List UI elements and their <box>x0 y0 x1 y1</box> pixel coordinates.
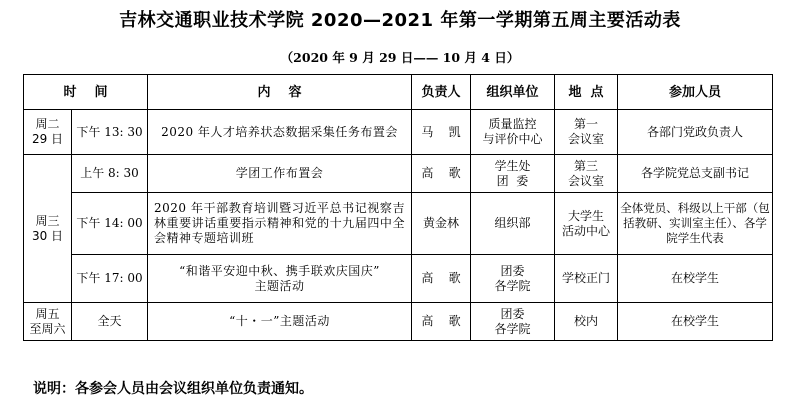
org-cell: 团委 各学院 <box>471 255 555 303</box>
header-place: 地 点 <box>555 75 618 110</box>
owner-cell: 高 歌 <box>412 303 471 341</box>
table-row <box>24 155 773 193</box>
place-cell: 学校正门 <box>555 255 618 303</box>
content-cell: 2020 年人才培养状态数据采集任务布置会 <box>148 110 412 155</box>
table-row <box>24 255 773 303</box>
place-cell: 大学生 活动中心 <box>555 193 618 255</box>
org-cell: 学生处 团 委 <box>471 155 555 193</box>
page-title: 吉林交通职业技术学院 2020—2021 年第一学期第五周主要活动表 <box>119 10 681 31</box>
activity-table <box>23 74 773 341</box>
owner-cell: 高 歌 <box>412 255 471 303</box>
participants-cell: 各部门党政负责人 <box>618 110 773 155</box>
table-row <box>24 110 773 155</box>
table-row <box>24 303 773 341</box>
time-cell: 下午 14: 00 <box>72 193 148 255</box>
table-row <box>24 193 773 255</box>
owner-cell: 马 凯 <box>412 110 471 155</box>
org-cell: 组织部 <box>471 193 555 255</box>
participants-cell: 全体党员、科级以上干部（包括教研、实训室主任）、各学院学生代表 <box>618 193 773 255</box>
org-cell: 团委 各学院 <box>471 303 555 341</box>
participants-cell: 在校学生 <box>618 255 773 303</box>
footnote: 说明：各参会人员由会议组织单位负责通知。 <box>33 381 313 397</box>
participants-cell: 各学院党总支副书记 <box>618 155 773 193</box>
table-header-row <box>24 75 773 110</box>
place-cell: 第一 会议室 <box>555 110 618 155</box>
content-cell: 学团工作布置会 <box>148 155 412 193</box>
header-content: 内 容 <box>148 75 412 110</box>
owner-cell: 黄金林 <box>412 193 471 255</box>
time-cell: 下午 13: 30 <box>72 110 148 155</box>
header-participants: 参加人员 <box>618 75 773 110</box>
time-cell: 全天 <box>72 303 148 341</box>
header-owner: 负责人 <box>412 75 471 110</box>
place-cell: 第三 会议室 <box>555 155 618 193</box>
header-time: 时 间 <box>24 75 148 110</box>
day-cell: 周五 至周六 <box>24 303 72 341</box>
participants-cell: 在校学生 <box>618 303 773 341</box>
header-org: 组织单位 <box>471 75 555 110</box>
content-cell: 2020 年干部教育培训暨习近平总书记视察吉林重要讲话重要指示精神和党的十九届四中全会精神专题培训班 <box>148 193 412 255</box>
content-cell: “十・一”主题活动 <box>148 303 412 341</box>
day-cell: 周二 29 日 <box>24 110 72 155</box>
time-cell: 上午 8: 30 <box>72 155 148 193</box>
content-cell: “和谐平安迎中秋、携手联欢庆国庆” 主题活动 <box>148 255 412 303</box>
owner-cell: 高 歌 <box>412 155 471 193</box>
day-cell: 周三 30 日 <box>24 155 72 303</box>
time-cell: 下午 17: 00 <box>72 255 148 303</box>
place-cell: 校内 <box>555 303 618 341</box>
date-range: （2020 年 9 月 29 日—— 10 月 4 日） <box>280 50 520 65</box>
org-cell: 质量监控 与评价中心 <box>471 110 555 155</box>
